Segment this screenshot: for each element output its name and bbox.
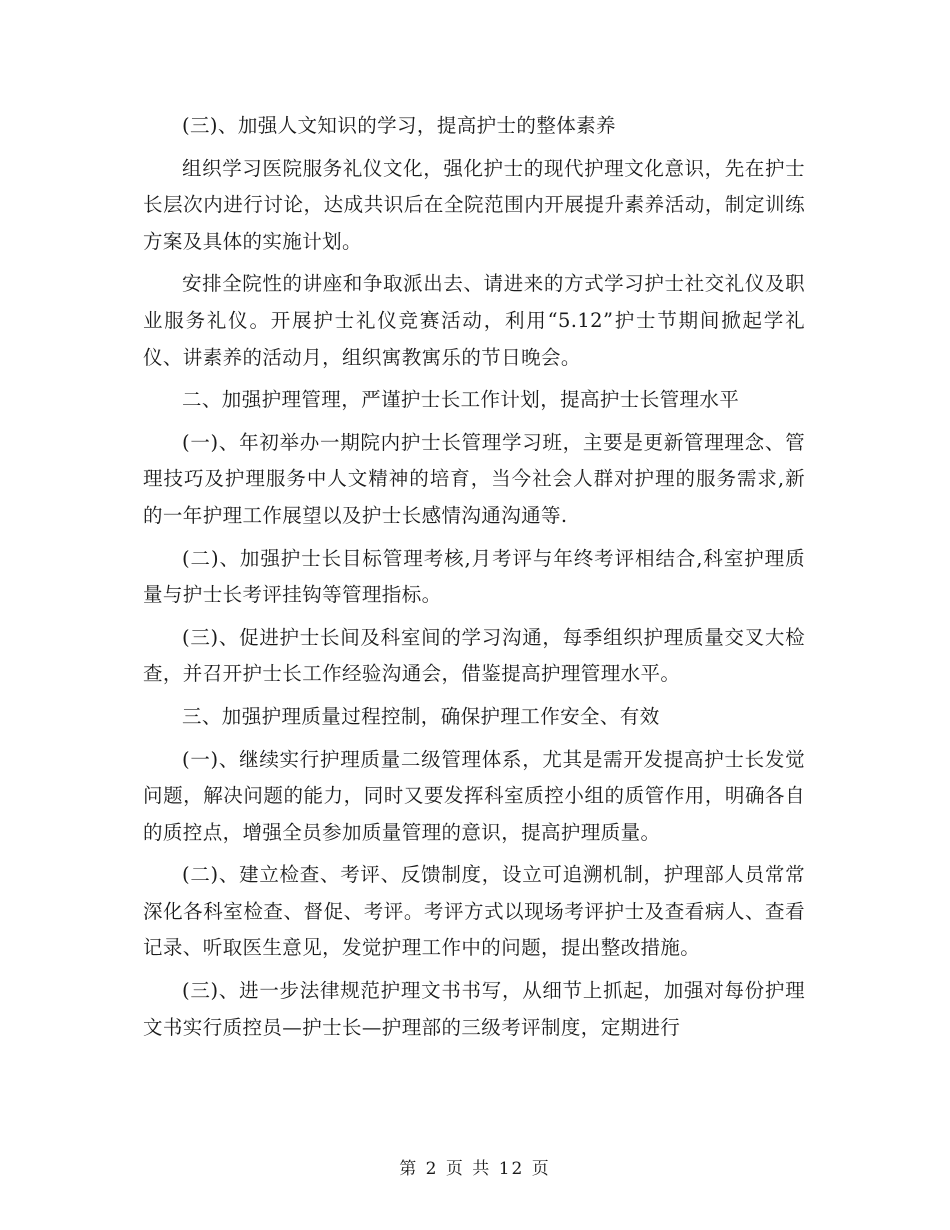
paragraph-nursing-documents: (三)、进一步法律规范护理文书书写，从细节上抓起，加强对每份护理文书实行质控员—护士长—护理部的三级考评制度，定期进行 bbox=[143, 979, 805, 1039]
paragraph-humanities-heading: (三)、加强人文知识的学习，提高护士的整体素养 bbox=[182, 114, 616, 137]
paragraph-inspection-feedback: (二)、建立检查、考评、反馈制度，设立可追溯机制，护理部人员常常深化各科室检查、督促、考评。考评方式以现场考评护士及查看病人、查看记录、听取医生意见，发觉护理工作中的问题，提出整改措施。 bbox=[143, 863, 805, 960]
paragraph-target-assessment: (二)、加强护士长目标管理考核,月考评与年终考评相结合,科室护理质量与护士长考评挂钩等管理指标。 bbox=[143, 546, 805, 607]
section-heading-quality-control: 三、加强护理质量过程控制，确保护理工作安全、有效 bbox=[182, 704, 660, 728]
document-body bbox=[143, 108, 805, 1052]
page-number-footer: 第 2 页 共 12 页 bbox=[399, 1159, 551, 1179]
paragraph-etiquette-lectures: 安排全院性的讲座和争取派出去、请进来的方式学习护士社交礼仪及职业服务礼仪。开展护士礼仪竞赛活动，利用“5.12”护士节期间掀起学礼仪、讲素养的活动月，组织寓教寓乐的节日晚会。 bbox=[143, 272, 805, 369]
paragraph-etiquette-culture: 组织学习医院服务礼仪文化，强化护士的现代护理文化意识，先在护士长层次内进行讨论，达成共识后在全院范围内开展提升素养活动，制定训练方案及具体的实施计划。 bbox=[143, 156, 805, 253]
section-heading-nursing-management: 二、加强护理管理，严谨护士长工作计划，提高护士长管理水平 bbox=[182, 388, 740, 412]
paragraph-quality-system: (一)、继续实行护理质量二级管理体系，尤其是需开发提高护士长发觉问题，解决问题的能力，同时又要发挥科室质控小组的质管作用，明确各自的质控点，增强全员参加质量管理的意识，提高护理质量。 bbox=[143, 747, 805, 844]
paragraph-management-training: (一)、年初举办一期院内护士长管理学习班，主要是更新管理理念、管理技巧及护理服务中人文精神的培育，当今社会人群对护理的服务需求,新的一年护理工作展望以及护士长感情沟通沟通等. bbox=[143, 430, 805, 527]
paragraph-communication: (三)、促进护士长间及科室间的学习沟通，每季组织护理质量交叉大检查，并召开护士长工作经验沟通会，借鉴提高护理管理水平。 bbox=[143, 625, 805, 686]
